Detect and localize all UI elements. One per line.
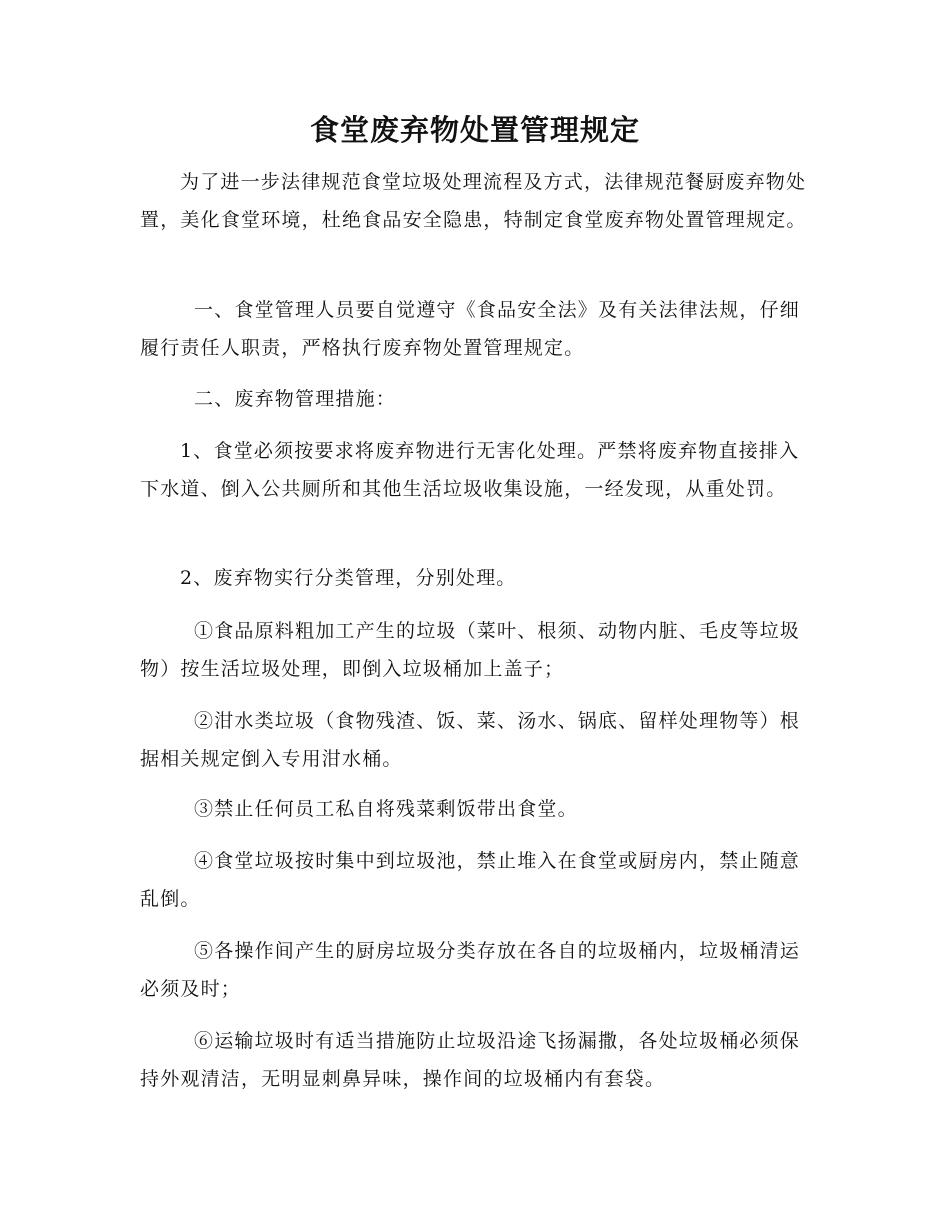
item-2-paragraph: ②泔水类垃圾（食物残渣、饭、菜、汤水、锅底、留样处理物等）根据相关规定倒入专用泔水桶。 [140,710,801,770]
item-3-paragraph: ③禁止任何员工私自将残菜剩饭带出食堂。 [194,798,578,820]
item-5-paragraph: ⑤各操作间产生的厨房垃圾分类存放在各自的垃圾桶内，垃圾桶清运必须及时； [140,940,801,1000]
document-title: 食堂废弃物处置管理规定 [309,113,640,147]
item-1-paragraph: ①食品原料粗加工产生的垃圾（菜叶、根须、动物内脏、毛皮等垃圾物）按生活垃圾处理，即倒入垃圾桶加上盖子； [140,620,801,680]
section-one-paragraph: 一、食堂管理人员要自觉遵守《食品安全法》及有关法律法规，仔细履行责任人职责，严格执行废弃物处置管理规定。 [140,299,801,359]
item-4-paragraph: ④食堂垃圾按时集中到垃圾池，禁止堆入在食堂或厨房内，禁止随意乱倒。 [140,850,801,910]
measure-2-paragraph: 2、废弃物实行分类管理，分别处理。 [180,567,517,589]
intro-paragraph: 为了进一步法律规范食堂垃圾处理流程及方式，法律规范餐厨废弃物处置，美化食堂环境，杜绝食品安全隐患，特制定食堂废弃物处置管理规定。 [140,171,807,231]
measure-1-paragraph: 1、食堂必须按要求将废弃物进行无害化处理。严禁将废弃物直接排入下水道、倒入公共厕所和其他生活垃圾收集设施，一经发现，从重处罚。 [140,440,800,500]
section-two-heading: 二、废弃物管理措施： [194,388,397,410]
item-6-paragraph: ⑥运输垃圾时有适当措施防止垃圾沿途飞扬漏撒，各处垃圾桶必须保持外观清洁，无明显刺鼻异味，操作间的垃圾桶内有套袋。 [140,1030,801,1090]
